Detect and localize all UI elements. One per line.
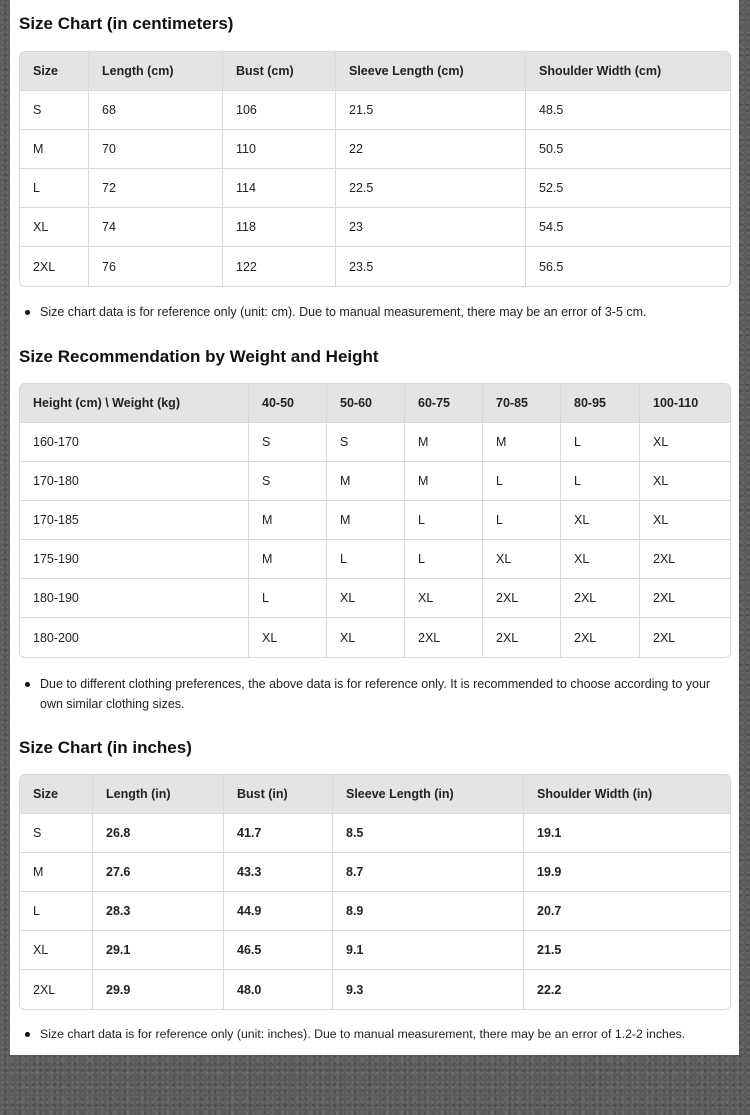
table-cell: 70: [89, 130, 223, 169]
cm-chart-note: [19, 302, 730, 322]
column-header: 80-95: [561, 384, 640, 423]
note-text: Size chart data is for reference only (unit: cm). Due to manual measurement, there may be an error of 3-5 cm.: [40, 305, 647, 319]
table-cell: 2XL: [561, 579, 640, 618]
cm-chart-title: Size Chart (in centimeters): [19, 14, 234, 33]
table-cell: 8.9: [333, 892, 524, 931]
table-cell: S: [20, 814, 93, 853]
table-cell: 9.3: [333, 970, 524, 1009]
table-row: [20, 579, 730, 618]
table-cell: 170-185: [20, 501, 249, 540]
table-cell: 23.5: [336, 247, 526, 286]
table-cell: M: [405, 462, 483, 501]
table-cell: 19.1: [524, 814, 730, 853]
table-cell: 72: [89, 169, 223, 208]
column-header: Shoulder Width (cm): [526, 52, 730, 91]
table-cell: 21.5: [524, 931, 730, 970]
table-header-row: [20, 775, 730, 814]
table-cell: S: [249, 462, 327, 501]
inch-size-table: [19, 774, 731, 1010]
table-cell: 52.5: [526, 169, 730, 208]
size-guide-panel: [10, 0, 739, 1055]
table-cell: L: [20, 169, 89, 208]
table-cell: M: [20, 853, 93, 892]
table-cell: 114: [223, 169, 336, 208]
table-row: [20, 853, 730, 892]
recommendation-title: Size Recommendation by Weight and Height: [19, 347, 379, 366]
table-cell: L: [327, 540, 405, 579]
table-cell: S: [327, 423, 405, 462]
table-cell: 160-170: [20, 423, 249, 462]
column-header: Length (in): [93, 775, 224, 814]
column-header: Size: [20, 775, 93, 814]
table-cell: 44.9: [224, 892, 333, 931]
table-row: [20, 618, 730, 657]
table-cell: M: [327, 501, 405, 540]
table-row: [20, 540, 730, 579]
table-cell: 26.8: [93, 814, 224, 853]
table-cell: 20.7: [524, 892, 730, 931]
table-cell: 180-200: [20, 618, 249, 657]
table-cell: 74: [89, 208, 223, 247]
table-cell: 22: [336, 130, 526, 169]
table-cell: 48.5: [526, 91, 730, 130]
table-cell: 110: [223, 130, 336, 169]
table-cell: 8.5: [333, 814, 524, 853]
table-header-row: [20, 52, 730, 91]
table-cell: M: [405, 423, 483, 462]
cm-size-table: [19, 51, 731, 287]
table-cell: 2XL: [640, 618, 730, 657]
table-cell: 170-180: [20, 462, 249, 501]
table-row: [20, 247, 730, 286]
table-cell: 76: [89, 247, 223, 286]
table-cell: 29.1: [93, 931, 224, 970]
table-cell: S: [249, 423, 327, 462]
table-cell: 43.3: [224, 853, 333, 892]
table-cell: L: [561, 423, 640, 462]
table-cell: M: [20, 130, 89, 169]
table-cell: L: [405, 540, 483, 579]
column-header: Length (cm): [89, 52, 223, 91]
note-text: Due to different clothing preferences, the above data is for reference only. It is recommended to choose according to your own similar clothing sizes.: [40, 677, 711, 711]
table-cell: L: [483, 462, 561, 501]
table-row: [20, 892, 730, 931]
column-header: Bust (cm): [223, 52, 336, 91]
table-cell: S: [20, 91, 89, 130]
inch-chart-title: Size Chart (in inches): [19, 738, 192, 757]
table-cell: XL: [640, 462, 730, 501]
table-cell: 106: [223, 91, 336, 130]
column-header: Size: [20, 52, 89, 91]
table-row: [20, 931, 730, 970]
table-cell: 2XL: [483, 579, 561, 618]
column-header: 50-60: [327, 384, 405, 423]
table-cell: 122: [223, 247, 336, 286]
table-cell: 175-190: [20, 540, 249, 579]
table-cell: 2XL: [640, 540, 730, 579]
column-header: 60-75: [405, 384, 483, 423]
column-header: Sleeve Length (in): [333, 775, 524, 814]
table-cell: 22.2: [524, 970, 730, 1009]
note-text: Size chart data is for reference only (unit: inches). Due to manual measurement, there may be an error of 1.2-2 inches.: [40, 1027, 686, 1041]
table-cell: 50.5: [526, 130, 730, 169]
table-cell: 180-190: [20, 579, 249, 618]
table-cell: XL: [327, 618, 405, 657]
table-cell: 2XL: [405, 618, 483, 657]
column-header: Height (cm) \ Weight (kg): [20, 384, 249, 423]
column-header: Shoulder Width (in): [524, 775, 730, 814]
table-cell: 54.5: [526, 208, 730, 247]
table-cell: XL: [20, 931, 93, 970]
column-header: 40-50: [249, 384, 327, 423]
table-row: [20, 208, 730, 247]
table-cell: M: [249, 540, 327, 579]
table-row: [20, 501, 730, 540]
table-cell: XL: [20, 208, 89, 247]
table-cell: 48.0: [224, 970, 333, 1009]
bullet-icon: [25, 310, 30, 315]
table-cell: 41.7: [224, 814, 333, 853]
table-cell: L: [20, 892, 93, 931]
bullet-icon: [25, 682, 30, 687]
column-header: 70-85: [483, 384, 561, 423]
table-cell: 2XL: [20, 970, 93, 1009]
recommendation-note: [19, 674, 730, 714]
table-row: [20, 970, 730, 1009]
table-row: [20, 462, 730, 501]
table-cell: M: [483, 423, 561, 462]
table-cell: M: [327, 462, 405, 501]
table-cell: 2XL: [561, 618, 640, 657]
table-row: [20, 130, 730, 169]
table-cell: XL: [327, 579, 405, 618]
table-cell: XL: [640, 501, 730, 540]
column-header: Bust (in): [224, 775, 333, 814]
table-cell: XL: [561, 501, 640, 540]
recommendation-table: [19, 383, 731, 658]
table-cell: 9.1: [333, 931, 524, 970]
table-cell: XL: [561, 540, 640, 579]
table-cell: 21.5: [336, 91, 526, 130]
table-cell: M: [249, 501, 327, 540]
table-cell: 23: [336, 208, 526, 247]
table-header-row: [20, 384, 730, 423]
table-cell: 2XL: [20, 247, 89, 286]
table-cell: 68: [89, 91, 223, 130]
table-cell: 28.3: [93, 892, 224, 931]
table-cell: L: [405, 501, 483, 540]
table-cell: XL: [483, 540, 561, 579]
table-row: [20, 814, 730, 853]
table-cell: 46.5: [224, 931, 333, 970]
table-cell: 29.9: [93, 970, 224, 1009]
column-header: Sleeve Length (cm): [336, 52, 526, 91]
column-header: 100-110: [640, 384, 730, 423]
table-cell: 2XL: [640, 579, 730, 618]
table-cell: XL: [640, 423, 730, 462]
table-cell: 118: [223, 208, 336, 247]
inch-chart-note: [19, 1024, 730, 1044]
table-cell: 27.6: [93, 853, 224, 892]
table-cell: L: [249, 579, 327, 618]
table-cell: XL: [249, 618, 327, 657]
table-row: [20, 91, 730, 130]
table-cell: XL: [405, 579, 483, 618]
table-cell: L: [561, 462, 640, 501]
table-cell: L: [483, 501, 561, 540]
table-cell: 56.5: [526, 247, 730, 286]
table-row: [20, 423, 730, 462]
table-cell: 22.5: [336, 169, 526, 208]
table-cell: 19.9: [524, 853, 730, 892]
table-row: [20, 169, 730, 208]
bullet-icon: [25, 1032, 30, 1037]
table-cell: 2XL: [483, 618, 561, 657]
table-cell: 8.7: [333, 853, 524, 892]
